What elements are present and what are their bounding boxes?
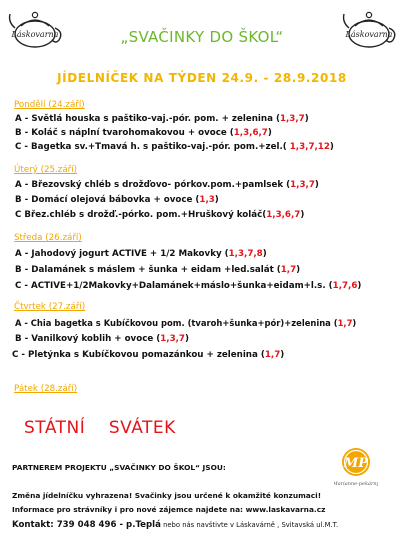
- svg-text:Marianne-pekárny: Marianne-pekárny: [334, 481, 378, 487]
- menu-item: A - Světlá houska s paštiko-vaj.-pór. pom. + zelenina (1,3,7): [15, 114, 309, 124]
- menu-item: B - Domácí olejová bábovka + ovoce (1,3): [15, 195, 219, 205]
- allergens: 1,3,7,8: [228, 249, 263, 259]
- menu-item: A - Jahodový jogurt ACTIVE + 1/2 Makovky (1,3,7,8): [15, 249, 267, 259]
- menu-item: B - Koláč s náplní tvarohomakovou + ovoce (1,3,6,7): [15, 128, 272, 138]
- allergens: 1,3,6,7: [233, 128, 268, 138]
- menu-item: C Břez.chléb s drožď.-pórko. pom.+Hruškový koláč(1,3,6,7): [15, 210, 305, 220]
- menu-item: C - Bagetka sv.+Tmavá h. s paštiko-vaj.-pór. pom.+zel.( 1,3,7,12): [15, 142, 334, 152]
- footer-info: Informace pro strávníky i pro nové zájemce najdete na: www.laskavarna.cz: [12, 505, 326, 514]
- menu-item: A - Chia bagetka s Kubíčkovou pom. (tvaroh+šunka+pór)+zelenina (1,7): [15, 318, 357, 328]
- menu-item: B - Vanilkový koblih + ovoce (1,3,7): [15, 334, 189, 344]
- allergens: 1,3,7: [279, 114, 305, 124]
- week-subtitle: JÍDELNÍČEK NA TÝDEN 24.9. - 28.9.2018: [57, 71, 347, 85]
- page-title: „SVAČINKY DO ŠKOL“: [120, 28, 284, 46]
- partner-text: PARTNEREM PROJEKTU „SVAČINKY DO ŠKOL“ JSOU:: [12, 463, 226, 472]
- allergens: 1,7: [337, 318, 353, 328]
- day-label-thursday: Čtvrtek (27.září): [14, 302, 86, 312]
- menu-item: C - Pletýnka s Kubíčkovou pomazánkou + zelenina (1,7): [12, 350, 285, 360]
- allergens: 1,3,7,12: [289, 142, 330, 152]
- allergens: 1,7,6: [332, 281, 358, 291]
- day-label-wednesday: Středa (26.září): [14, 233, 82, 243]
- menu-item: A - Březovský chléb s drožďovo- pórkov.pom.+pamlsek (1,3,7): [15, 180, 319, 190]
- svg-text:Láskovarna: Láskovarna: [11, 30, 59, 39]
- allergens: 1,3,6,7: [266, 210, 301, 220]
- footer-contact: Kontakt: 739 048 496 - p.Teplá nebo nás navštivte v Láskavárně , Svitavská ul.M.T.: [12, 520, 339, 530]
- svg-text:Láskovarna: Láskovarna: [345, 30, 393, 39]
- allergens: 1,7: [280, 265, 297, 275]
- day-label-tuesday: Úterý (25.září): [14, 165, 78, 175]
- allergens: 1,3,7: [290, 180, 315, 190]
- day-label-friday: Pátek (28.září): [14, 384, 78, 394]
- menu-item: C - ACTIVE+1/2Makovky+Dalamánek+máslo+šunka+eidam+l.s. (1,7,6): [15, 281, 362, 291]
- footer-notice: Změna jídelníčku vyhrazena! Svačinky jsou určené k okamžité konzumaci!: [12, 491, 322, 500]
- svg-text:MP: MP: [343, 456, 369, 471]
- allergens: 1,7: [264, 350, 281, 360]
- allergens: 1,3,7: [160, 334, 185, 344]
- allergens: 1,3: [199, 195, 215, 205]
- marianne-pekarny-logo: [334, 445, 378, 489]
- holiday-notice: STÁTNÍ SVÁTEK: [24, 418, 176, 438]
- menu-item: B - Dalamánek s máslem + šunka + eidam +led.salát (1,7): [15, 265, 301, 275]
- day-label-monday: Pondělí (24.září): [14, 100, 85, 110]
